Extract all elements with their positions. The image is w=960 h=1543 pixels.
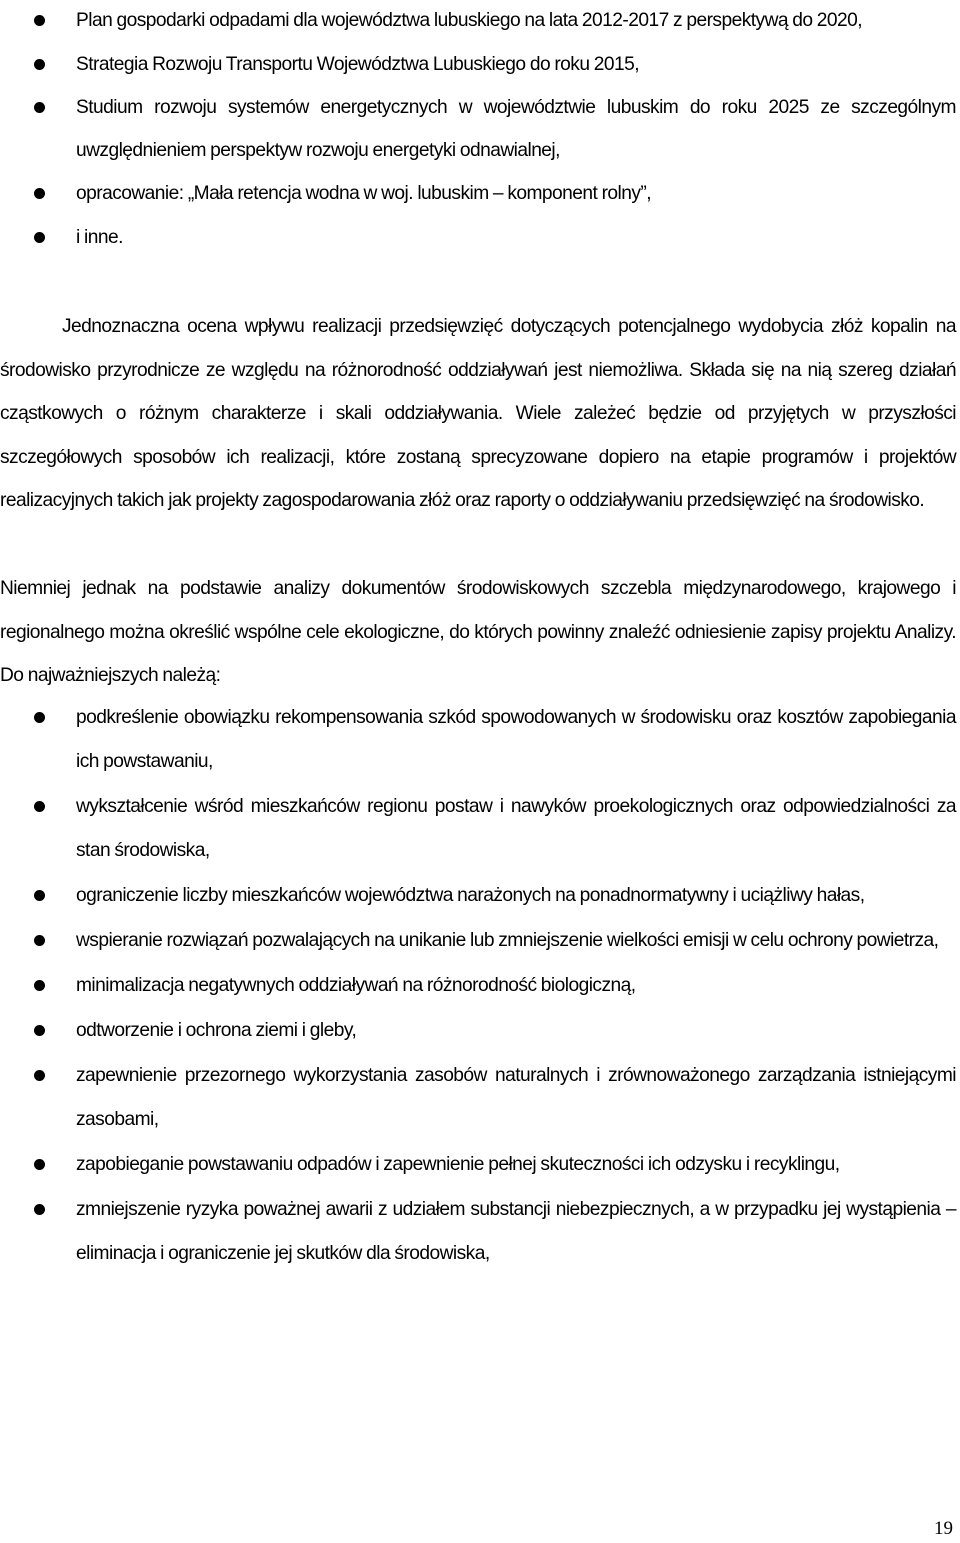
- list-item-text: zapobieganie powstawaniu odpadów i zapewnienie pełnej skuteczności ich odzysku i recyklingu,: [76, 1154, 840, 1175]
- list-item: [0, 1009, 960, 1053]
- list-item-text: minimalizacja negatywnych oddziaływań na różnorodność biologiczną,: [76, 975, 636, 996]
- list-item-text: Studium rozwoju systemów energetycznych w województwie lubuskim do roku 2025 ze szczególnym uwzględnieniem perspektyw rozwoju energetyki odnawialnej,: [76, 97, 956, 161]
- bullet-icon: [34, 102, 45, 113]
- bullet-icon: [34, 980, 45, 991]
- bullet-icon: [34, 935, 45, 946]
- source-documents-list: [0, 0, 960, 259]
- list-item-text: ograniczenie liczby mieszkańców województwa narażonych na ponadnormatywny i uciążliwy hałas,: [76, 885, 865, 906]
- page-number: 19: [934, 1518, 953, 1539]
- objectives-intro-paragraph: Niemniej jednak na podstawie analizy dokumentów środowiskowych szczebla międzynarodowego, krajowego i regionalnego można określić wspólne cele ekologiczne, do których powinny znaleźć odniesienie zapisy projektu Analizy. Do najważniejszych należą:: [0, 578, 956, 686]
- list-item: [0, 696, 960, 784]
- ecological-objectives-list: [0, 696, 960, 1276]
- bullet-icon: [34, 890, 45, 901]
- list-item-text: wspieranie rozwiązań pozwalających na unikanie lub zmniejszenie wielkości emisji w celu ochrony powietrza,: [76, 930, 939, 951]
- assessment-paragraph: Jednoznaczna ocena wpływu realizacji przedsięwzięć dotyczących potencjalnego wydobycia złóż kopalin na środowisko przyrodnicze ze względu na różnorodność oddziaływań jest niemożliwa. Składa się na nią szereg działań cząstkowych o różnym charakterze i skali oddziaływania. Wiele zależeć będzie od przyjętych w przyszłości szczegółowych sposobów ich realizacji, które zostaną sprecyzowane dopiero na etapie programów i projektów realizacyjnych takich jak projekty zagospodarowania złóż oraz raporty o oddziaływaniu przedsięwzięć na środowisko.: [0, 316, 956, 511]
- list-item-text: i inne.: [76, 226, 123, 248]
- bullet-icon: [34, 1025, 45, 1036]
- list-item: [0, 173, 960, 216]
- list-item: [0, 44, 960, 87]
- bullet-icon: [34, 1159, 45, 1170]
- list-item: [0, 785, 960, 873]
- list-item-text: odtworzenie i ochrona ziemi i gleby,: [76, 1020, 357, 1041]
- bullet-icon: [34, 59, 45, 70]
- bullet-icon: [34, 801, 45, 812]
- list-item-text: Strategia Rozwoju Transportu Województwa Lubuskiego do roku 2015,: [76, 53, 640, 75]
- list-item-text: podkreślenie obowiązku rekompensowania szkód spowodowanych w środowisku oraz kosztów zapobiegania ich powstawaniu,: [76, 707, 956, 772]
- list-item: [0, 217, 960, 260]
- list-item: [0, 919, 960, 963]
- bullet-icon: [34, 1204, 45, 1215]
- bullet-icon: [34, 15, 45, 26]
- list-item: [0, 0, 960, 43]
- list-item-text: Plan gospodarki odpadami dla województwa lubuskiego na lata 2012-2017 z perspektywą do 2020,: [76, 10, 863, 31]
- list-item: [0, 1188, 960, 1276]
- bullet-icon: [34, 712, 45, 723]
- list-item-text: opracowanie: „Mała retencja wodna w woj. lubuskim – komponent rolny”,: [76, 183, 652, 204]
- list-item-text: zmniejszenie ryzyka poważnej awarii z udziałem substancji niebezpiecznych, a w przypadku jej wystąpienia – eliminacja i ograniczenie jej skutków dla środowiska,: [76, 1199, 956, 1264]
- list-item-text: wykształcenie wśród mieszkańców regionu postaw i nawyków proekologicznych oraz odpowiedzialności za stan środowiska,: [76, 796, 956, 861]
- list-item: [0, 1143, 960, 1187]
- list-item: [0, 87, 960, 172]
- list-item: [0, 1054, 960, 1142]
- list-item: [0, 874, 960, 918]
- bullet-icon: [34, 188, 45, 199]
- list-item: [0, 964, 960, 1008]
- list-item-text: zapewnienie przezornego wykorzystania zasobów naturalnych i zrównoważonego zarządzania istniejącymi zasobami,: [76, 1065, 956, 1130]
- bullet-icon: [34, 232, 45, 243]
- bullet-icon: [34, 1070, 45, 1081]
